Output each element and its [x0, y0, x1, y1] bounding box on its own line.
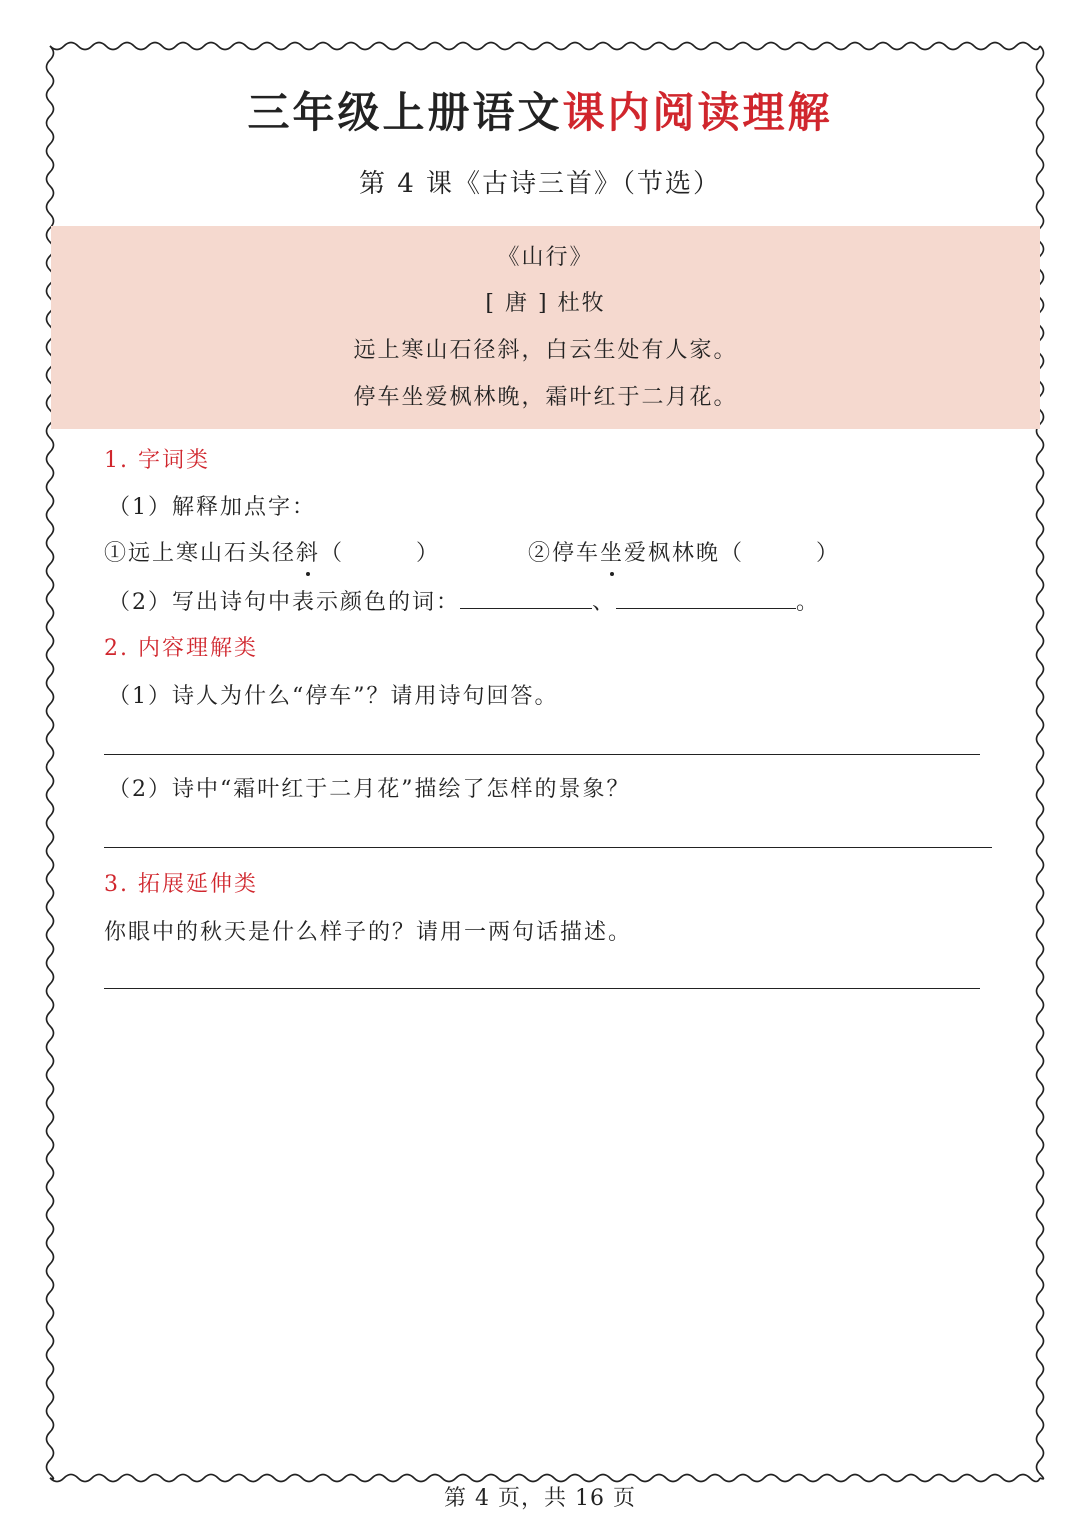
poem-box	[51, 226, 1040, 429]
s1-q1-text: （1）解释加点字：	[108, 495, 316, 520]
section-1-heading: 1. 字词类	[104, 448, 210, 473]
s1-q1b	[528, 538, 840, 570]
section-3-heading: 3. 拓展延伸类	[104, 872, 258, 897]
page-footer: 第 4 页，共 16 页	[444, 1486, 636, 1511]
page-title	[0, 85, 1080, 141]
poem-title: 《山行》	[497, 245, 594, 270]
s1-q1b-dotted-char: 坐	[600, 538, 624, 570]
s3-q1-text: 你眼中的秋天是什么样子的？请用一两句话描述。	[104, 920, 633, 945]
s1-q2-end: 。	[796, 590, 821, 615]
poem-line-2: 停车坐爱枫林晚，霜叶红于二月花。	[353, 385, 738, 410]
s1-q1b-paren: （ ）	[720, 541, 841, 566]
s1-q1b-text-pre: ②停车	[528, 541, 601, 566]
s1-q2-sep: 、	[592, 590, 617, 615]
s2-q2-answer-line[interactable]	[104, 847, 992, 848]
s1-q1a-paren: （ ）	[320, 541, 441, 566]
title-red: 课内阅读理解	[562, 88, 833, 137]
s3-q1-answer-line[interactable]	[104, 988, 980, 989]
s1-q1a-dotted-char: 斜	[296, 538, 320, 570]
s1-q1a-text: ①远上寒山石头径	[104, 541, 297, 566]
s2-q1-answer-line[interactable]	[104, 754, 980, 755]
section-2-heading: 2. 内容理解类	[104, 636, 258, 661]
poem-line-1: 远上寒山石径斜，白云生处有人家。	[353, 338, 738, 363]
color-word-blank-1[interactable]	[460, 586, 592, 609]
color-word-blank-2[interactable]	[616, 586, 796, 609]
lesson-subtitle: 第 4 课《古诗三首》（节选）	[358, 169, 722, 199]
s1-q2-text: （2）写出诗句中表示颜色的词：	[108, 590, 460, 615]
s2-q2-text: （2）诗中“霜叶红于二月花”描绘了怎样的景象？	[108, 777, 631, 802]
s1-q1a	[104, 538, 440, 570]
s1-q2	[108, 586, 820, 619]
title-black: 三年级上册语文	[247, 88, 563, 137]
s2-q1-text: （1）诗人为什么“停车”？请用诗句回答。	[108, 684, 559, 709]
poem-author: [ 唐 ] 杜牧	[485, 291, 606, 316]
s1-q1b-text-post: 爱枫林晚	[624, 541, 721, 566]
